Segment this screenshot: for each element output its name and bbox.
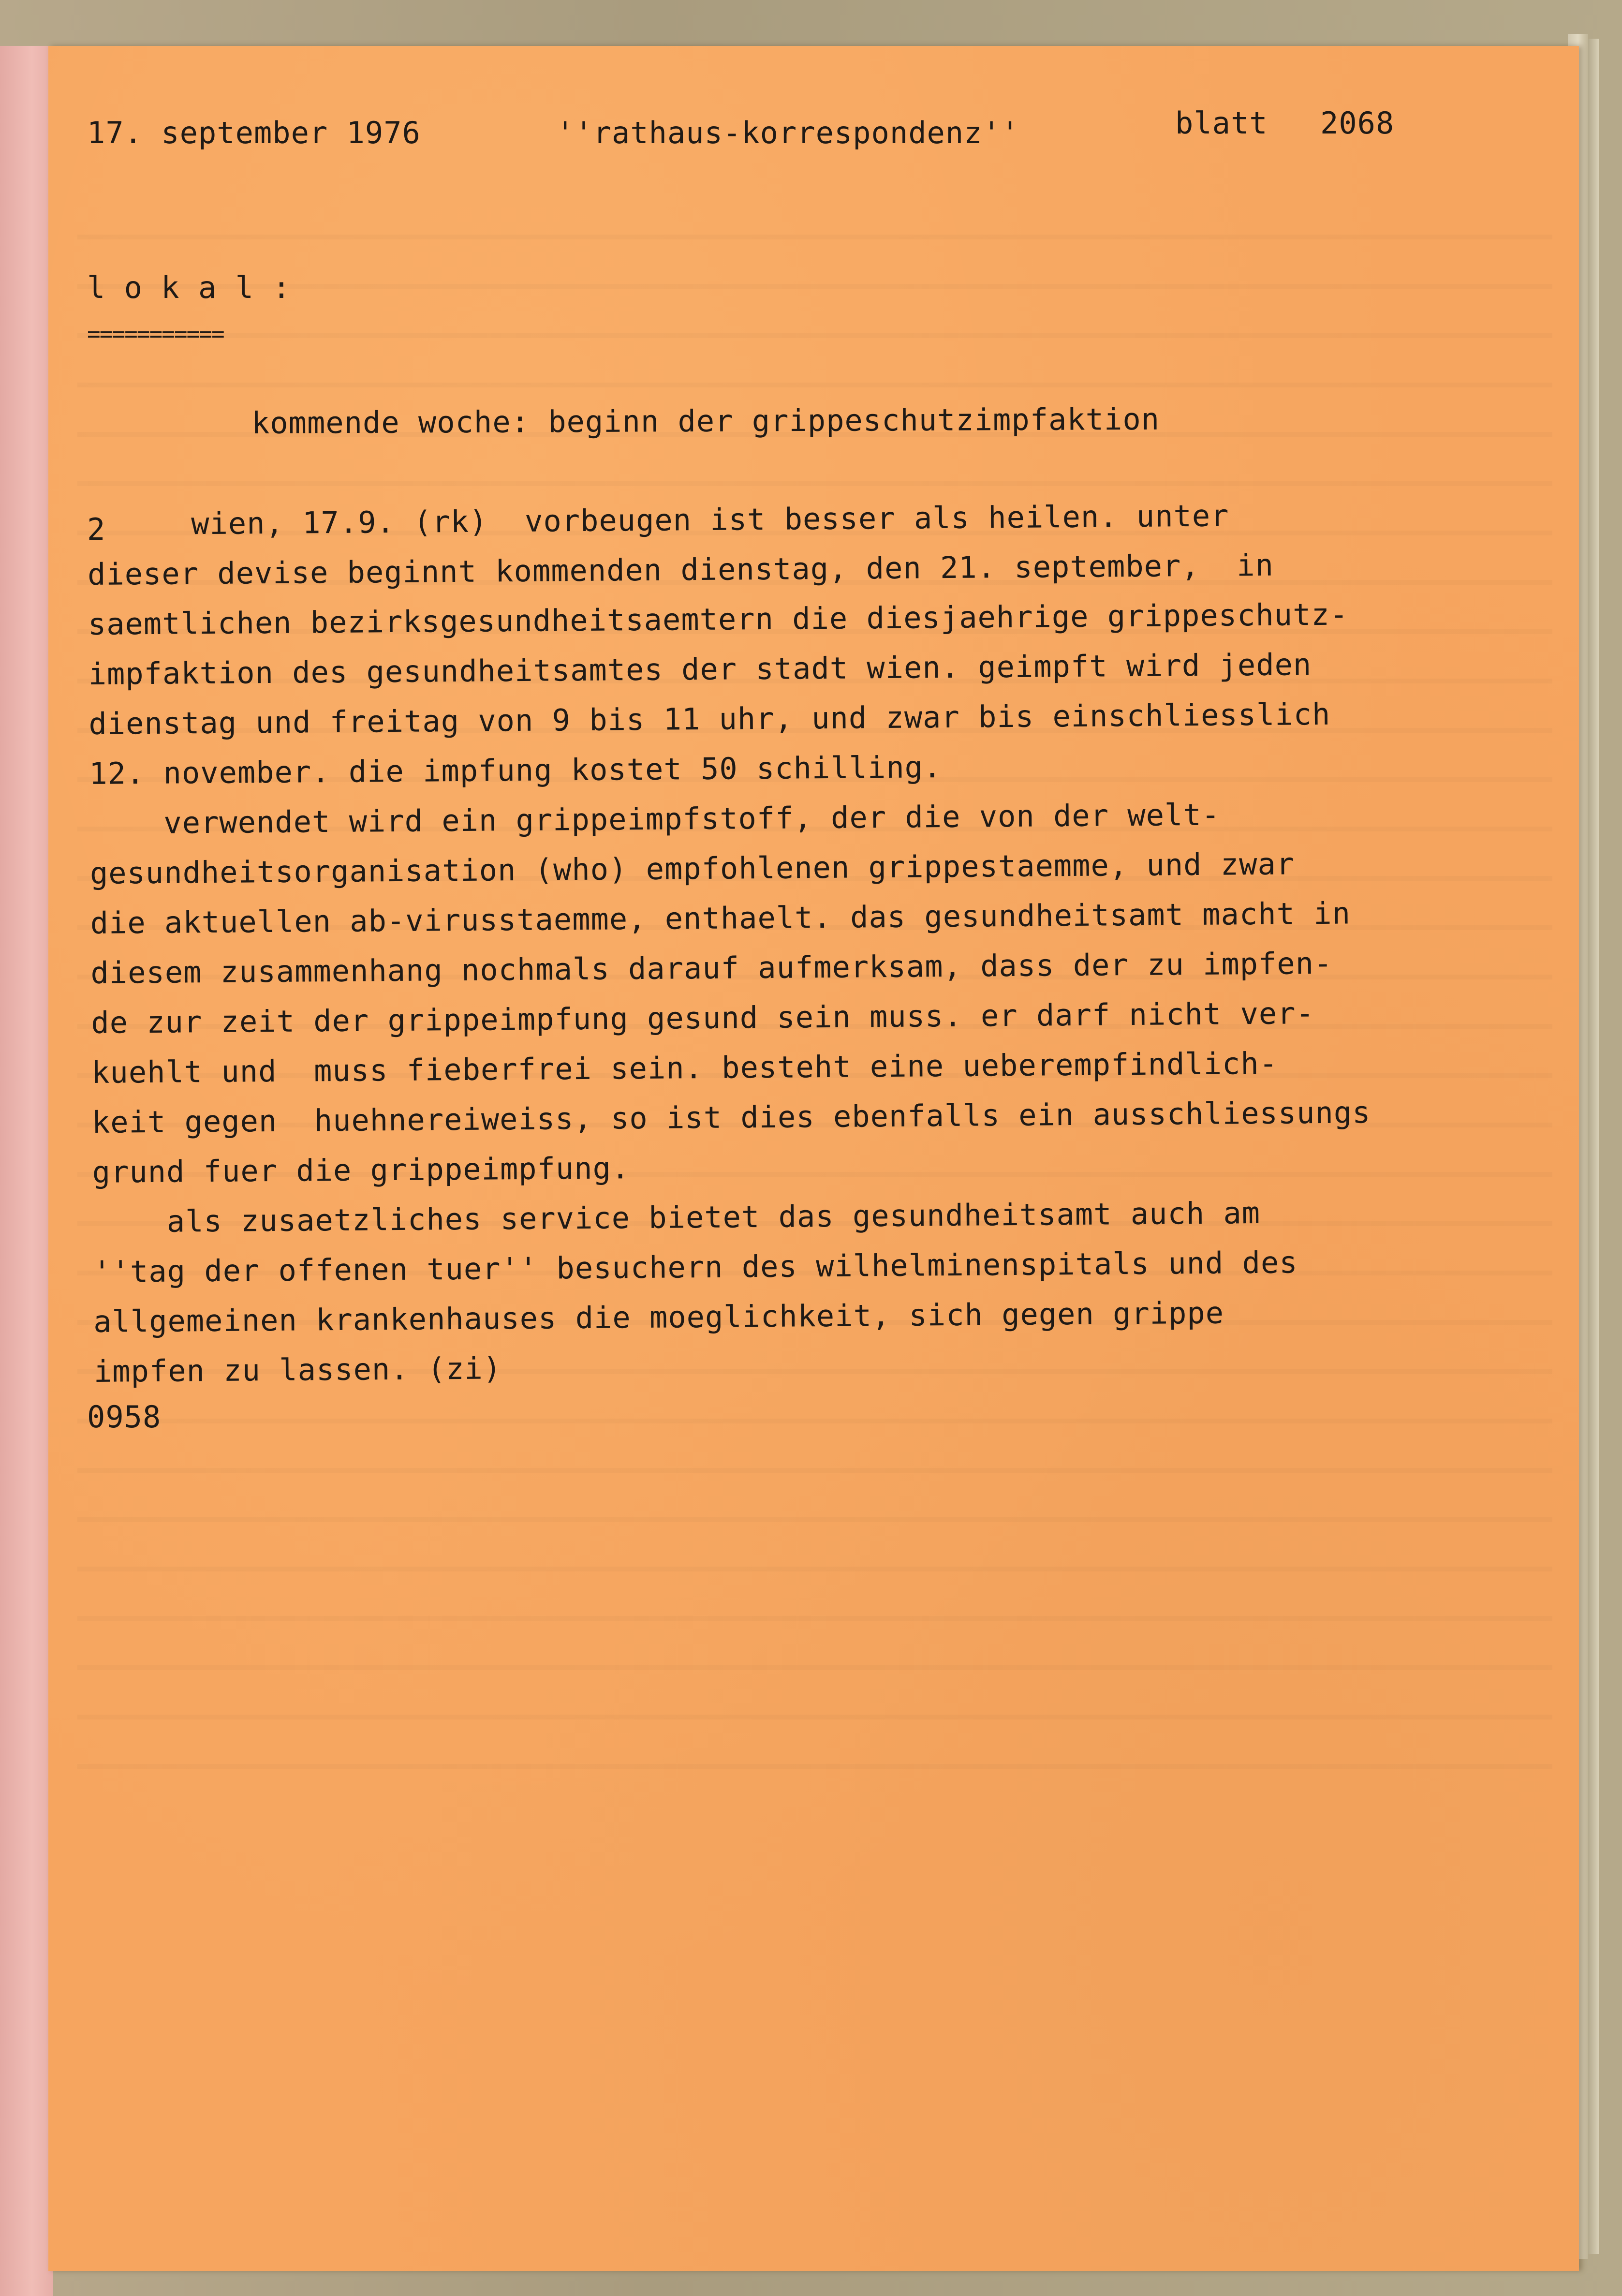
section-underline: =========== bbox=[87, 321, 224, 347]
header-sheet-number: 2068 bbox=[1320, 105, 1395, 141]
typewritten-document-page bbox=[48, 46, 1579, 2271]
article-line: diesem zusammenhang nochmals darauf aufmerksam, dass der zu impfen- bbox=[90, 945, 1333, 991]
article-line: verwendet wird ein grippeimpfstoff, der die von der welt- bbox=[89, 797, 1221, 841]
article-number: 2 bbox=[87, 512, 106, 547]
header-sheet-label: blatt bbox=[1175, 105, 1268, 141]
article-line: 12. november. die impfung kostet 50 schilling. bbox=[88, 749, 942, 791]
article-line: dienstag und freitag von 9 bis 11 uhr, und zwar bis einschliesslich bbox=[88, 696, 1331, 741]
article-line: ''tag der offenen tuer'' besuchern des wilhelminenspitals und des bbox=[93, 1244, 1298, 1289]
article-line: saemtlichen bezirksgesundheitsaemtern die diesjaehrige grippeschutz- bbox=[88, 596, 1349, 642]
adjacent-pink-page bbox=[0, 46, 53, 2296]
article-line: gesundheitsorganisation (who) empfohlenen grippestaemme, und zwar bbox=[89, 846, 1295, 891]
article-body bbox=[44, 34, 1593, 2271]
article-line: als zusaetzliches service bietet das gesundheitsamt auch am bbox=[92, 1195, 1261, 1240]
article-line: impfen zu lassen. (zi) bbox=[93, 1350, 502, 1389]
article-headline: kommende woche: beginn der grippeschutzimpfaktion bbox=[251, 401, 1160, 441]
article-line: die aktuellen ab-virusstaemme, enthaelt. das gesundheitsamt macht in bbox=[90, 895, 1351, 941]
article-line: keit gegen huehnereiweiss, so ist dies ebenfalls ein ausschliessungs bbox=[91, 1095, 1371, 1140]
article-line: wien, 17.9. (rk) vorbeugen ist besser als heilen. unter bbox=[191, 498, 1229, 542]
article-line: allgemeinen krankenhauses die moeglichkeit, sich gegen grippe bbox=[93, 1295, 1224, 1339]
header-date: 17. september 1976 bbox=[87, 115, 421, 150]
article-footer-code: 0958 bbox=[87, 1399, 162, 1435]
article-line: de zur zeit der grippeimpfung gesund sein muss. er darf nicht ver- bbox=[91, 995, 1315, 1040]
section-label: l o k a l : bbox=[87, 270, 291, 305]
article-line: kuehlt und muss fieberfrei sein. besteht eine ueberempfindlich- bbox=[91, 1045, 1278, 1090]
article-line: dieser devise beginnt kommenden dienstag, den 21. september, in bbox=[87, 547, 1274, 592]
article-line: grund fuer die grippeimpfung. bbox=[92, 1150, 630, 1190]
header-publication: ''rathaus-korrespondenz'' bbox=[556, 115, 1020, 150]
article-line: impfaktion des gesundheitsamtes der stadt wien. geimpft wird jeden bbox=[88, 647, 1312, 692]
